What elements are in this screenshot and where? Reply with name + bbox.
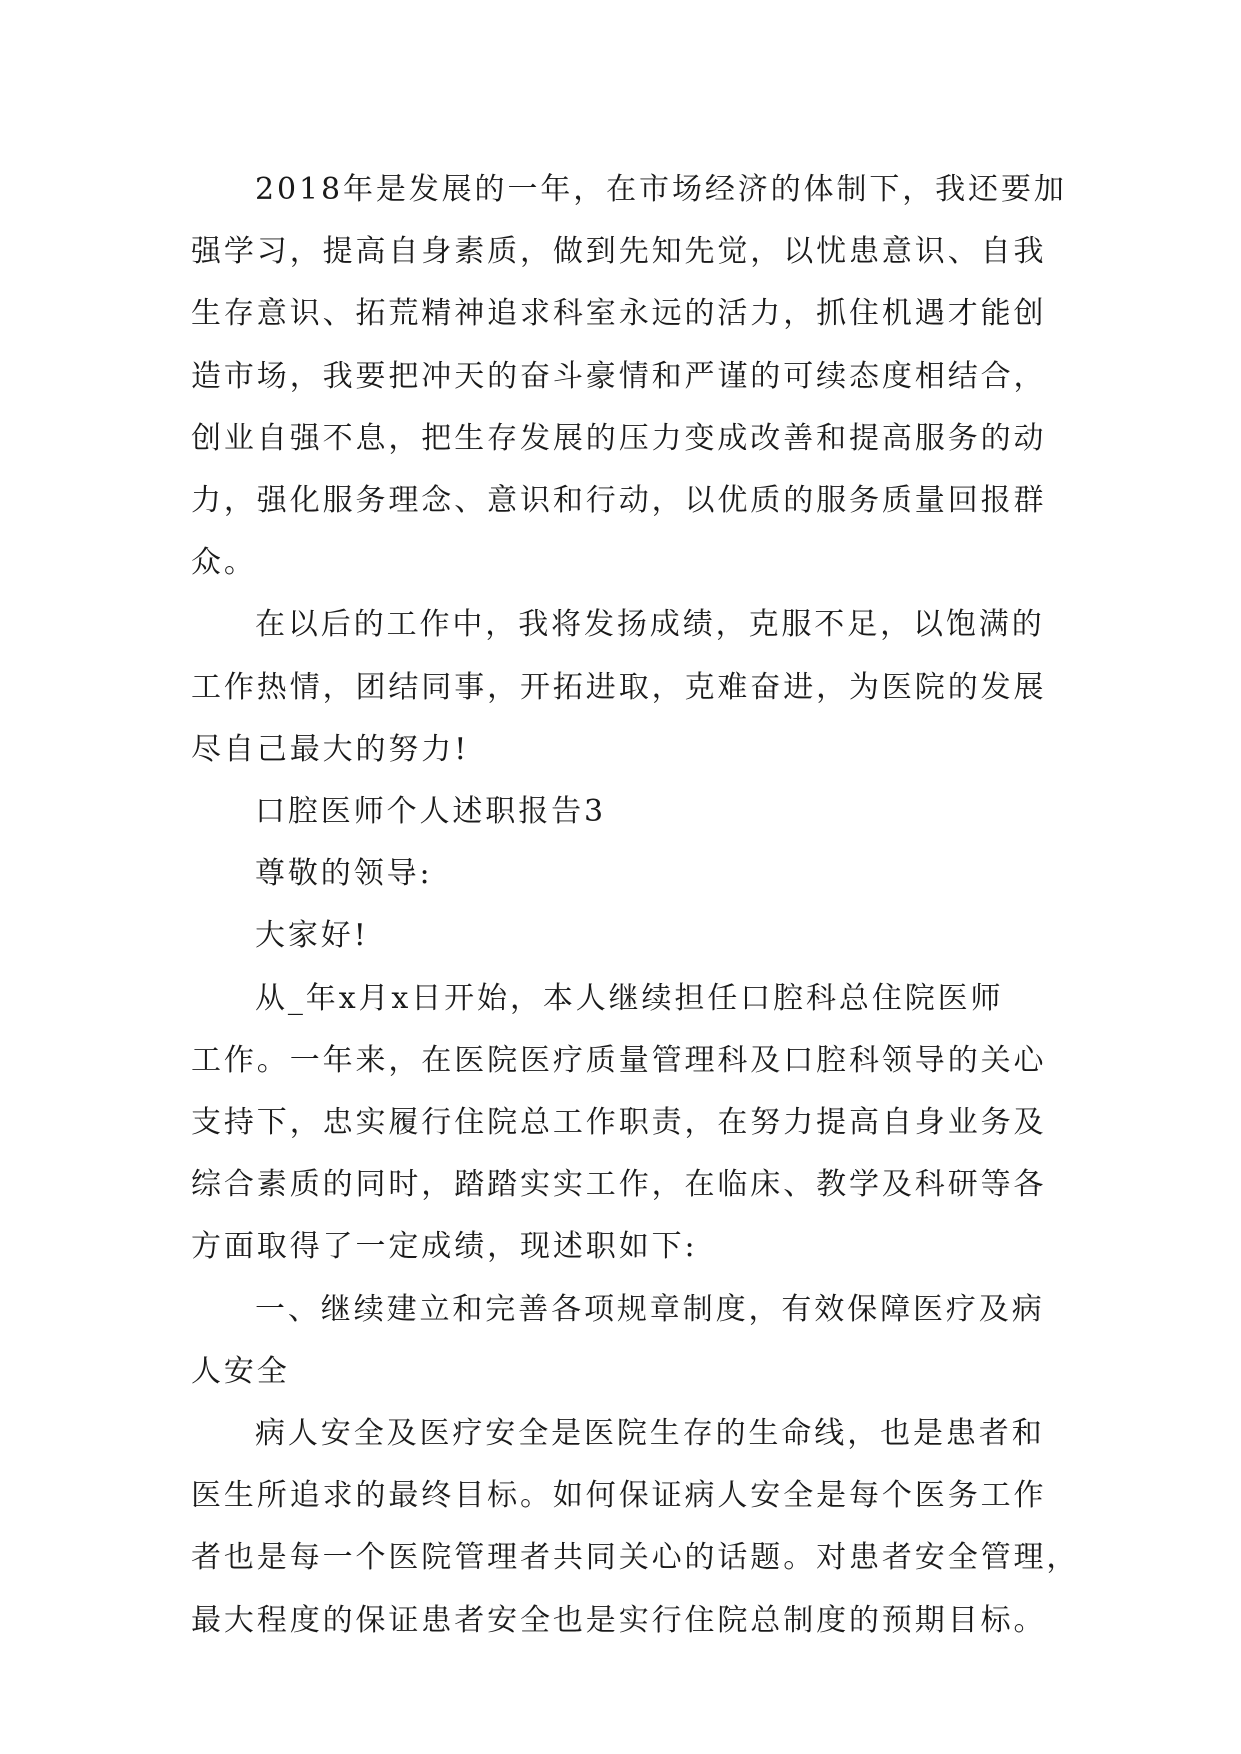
text-line: 工作。一年来，在医院医疗质量管理科及口腔科领导的关心 [191,1042,1047,1078]
paragraph-intro [191,968,1071,1279]
document-body [191,159,1080,1652]
text-line: 力，强化服务理念、意识和行动，以优质的服务质量回报群 [191,483,1047,519]
text-line: 大家好! [255,918,369,954]
text-line: 方面取得了一定成绩，现述职如下: [191,1229,698,1265]
text-line: 造市场，我要把冲天的奋斗豪情和严谨的可续态度相结合， [191,358,1047,394]
salutation [191,843,1071,905]
text-line: 人安全 [191,1353,290,1389]
text-line: 支持下，忠实履行住院总工作职责，在努力提高自身业务及 [191,1105,1047,1141]
text-line: 一、继续建立和完善各项规章制度，有效保障医疗及病 [255,1291,1045,1327]
text-line: 病人安全及医疗安全是医院生存的生命线，也是患者和 [255,1416,1045,1452]
text-line: 尽自己最大的努力! [191,731,470,767]
paragraph-future-work [191,594,1071,781]
text-line: 2018年是发展的一年，在市场经济的体制下，我还要加 [255,172,1067,207]
text-line: 综合素质的同时，踏踏实实工作，在临床、教学及科研等各 [191,1167,1047,1203]
text-line: 尊敬的领导: [255,856,433,892]
text-line: 最大程度的保证患者安全也是实行住院总制度的预期目标。 [191,1602,1047,1638]
text-line: 者也是每一个医院管理者共同关心的话题。对患者安全管理， [191,1540,1080,1576]
text-line: 创业自强不息，把生存发展的压力变成改善和提高服务的动 [191,420,1047,456]
paragraph-patient-safety [191,1403,1080,1652]
text-line: 生存意识、拓荒精神追求科室永远的活力，抓住机遇才能创 [191,296,1047,332]
text-line: 口腔医师个人述职报告3 [255,794,606,830]
report-heading [191,781,1071,843]
text-line: 强学习，提高自身素质，做到先知先觉，以忧患意识、自我 [191,234,1047,270]
text-line: 从_年x月x日开始，本人继续担任口腔科总住院医师 [255,980,1004,1016]
section-heading-1 [191,1279,1071,1403]
text-line: 众。 [191,545,257,581]
text-line: 工作热情，团结同事，开拓进取，克难奋进，为医院的发展 [191,669,1047,705]
text-line: 在以后的工作中，我将发扬成绩，克服不足，以饱满的 [255,607,1045,643]
text-line: 医生所追求的最终目标。如何保证病人安全是每个医务工作 [191,1478,1047,1514]
paragraph-development-year [191,159,1071,594]
greeting [191,905,1071,967]
